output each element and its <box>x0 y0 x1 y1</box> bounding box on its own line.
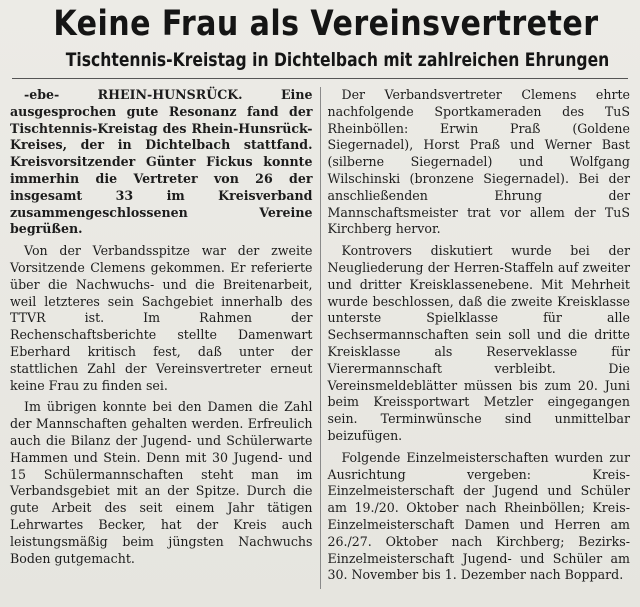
subheadline: Tischtennis-Kreistag in Dichtelbach mit zahlreichen Ehrungen <box>65 49 610 71</box>
paragraph: Im übrigen konnte bei den Damen die Zahl der Mannschaften gehalten werden. Erfreulich auch die Bilanz der Jugend- und Schülerwarte Hammen und Stein. Denn mit 30 Jugend- und 15 Schülermannschaften steht man im Verbandsgebiet mit an der Spitze. Durch die gute Arbeit des seit einem Jahr tätigen Lehrwartes Becker, hat der Kreis auch leistungsmäßig beim jüngsten Nachwuchs Boden gutgemacht. <box>10 399 313 566</box>
column-divider <box>320 87 321 589</box>
paragraph: Folgende Einzelmeisterschaften wurden zur Ausrichtung vergeben: Kreis-Einzelmeisterschaft der Jugend und Schüler am 19./20. Oktober nach Rheinböllen; Kreis-Einzelmeisterschaft Damen und Herren am 26./27. Oktober nach Kirchberg; Bezirks-Einzelmeisterschaft Jugend- und Schüler am 30. November bis 1. Dezember nach Boppard. <box>327 449 630 583</box>
dateline: -ebe- RHEIN-HUNSRÜCK. <box>24 87 243 102</box>
paragraph: Von der Verbandsspitze war der zweite Vorsitzende Clemens gekommen. Er referierte über die Nachwuchs- und die Breitenarbeit, weil letzteres sein Sachgebiet innerhalb des TTVR ist. Im Rahmen der Rechenschaftsberichte stellte Damenwart Eberhard kritisch fest, daß unter der stattlichen Zahl der Vereinsvertreter erneut keine Frau zu finden sei. <box>10 243 313 393</box>
header-rule <box>12 78 628 79</box>
lead-paragraph <box>10 87 313 238</box>
lead-text: Eine ausgesprochen gute Resonanz fand der Tischtennis-Kreistag des Rhein-Hunsrück-Kreises, der in Dichtelbach stattfand. Kreisvorsitzender Günter Fickus konnte immerhin die Vertreter von 26 der insgesamt 33 im Kreisverband zusammengeschlossenen Vereine begrüßen. <box>10 87 313 237</box>
paragraph: Der Verbandsvertreter Clemens ehrte nachfolgende Sportkameraden des TuS Rheinböllen: Erwin Praß (Goldene Siegernadel), Horst Praß und Werner Bast (silberne Siegernadel) und Wolfgang Wilschinski (bronzene Siegernadel). Bei der anschließenden Ehrung der Mannschaftsmeister trat vor allem der TuS Kirchberg hervor. <box>327 87 630 237</box>
left-column <box>10 87 313 589</box>
paragraph: Kontrovers diskutiert wurde bei der Neugliederung der Herren-Staffeln auf zweiter und dritter Kreisklassenebene. Mit Mehrheit wurde beschlossen, daß die zweite Kreisklasse unterste Spielklasse für alle Sechsermannschaften sein soll und die dritte Kreisklasse als Reserveklasse für Vierermannschaft verbleibt. Die Vereinsmeldeblätter müssen bis zum 20. Juni beim Kreissportwart Metzler eingegangen sein. Terminwünsche sind unmittelbar beizufügen. <box>327 243 630 443</box>
headline: Keine Frau als Vereinsvertreter <box>53 4 599 44</box>
right-column <box>328 87 631 589</box>
article-body <box>10 87 630 589</box>
